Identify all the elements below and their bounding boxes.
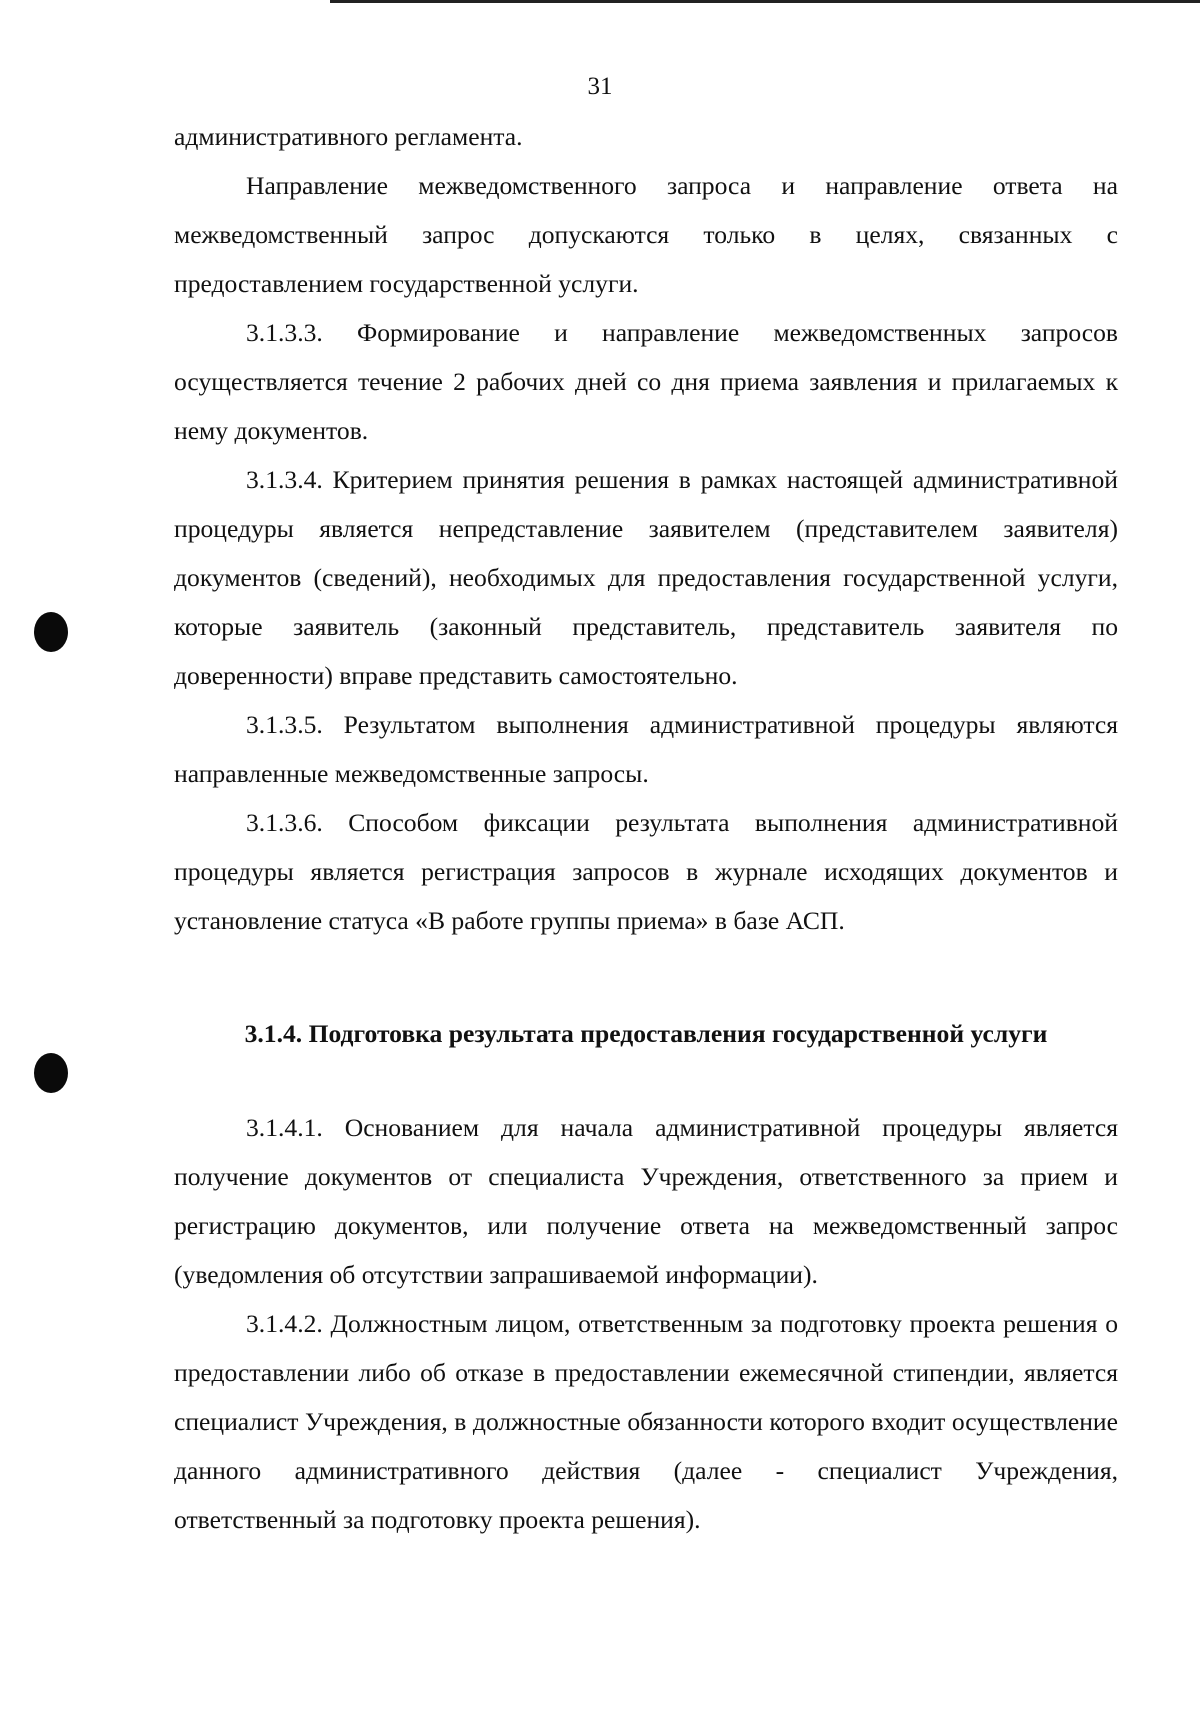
paragraph-interagency-request: Направление межведомственного запроса и направление ответа на межведомственный запрос допускаются только в целях, связанных с предоставлением государственной услуги.: [174, 171, 1118, 298]
paragraph-3-1-3-3: 3.1.3.3. Формирование и направление межведомственных запросов осуществляется течение 2 рабочих дней со дня приема заявления и прилагаемых к нему документов.: [174, 318, 1118, 445]
paragraph-3-1-4-1: 3.1.4.1. Основанием для начала административной процедуры является получение документов от специалиста Учреждения, ответственного за прием и регистрацию документов, или получение ответа на межведомственный запрос (уведомления об отсутствии запрашиваемой информации).: [174, 1113, 1118, 1289]
paragraph-3-1-3-5: 3.1.3.5. Результатом выполнения административной процедуры являются направленные межведомственные запросы.: [174, 710, 1118, 788]
punch-hole-lower: [34, 1053, 68, 1093]
paragraph-3-1-3-4: 3.1.3.4. Критерием принятия решения в рамках настоящей административной процедуры является непредставление заявителем (представителем заявителя) документов (сведений), необходимых для предоставления государственной услуги, которые заявитель (законный представитель, представитель заявителя по доверенности) вправе представить самостоятельно.: [174, 465, 1118, 690]
paragraph-3-1-3-6: 3.1.3.6. Способом фиксации результата выполнения административной процедуры является регистрация запросов в журнале исходящих документов и установление статуса «В работе группы приема» в базе АСП.: [174, 808, 1118, 935]
scan-top-edge: [330, 0, 1200, 3]
section-heading: 3.1.4. Подготовка результата предоставления государственной услуги: [244, 1019, 1048, 1048]
paragraph-continuation: административного регламента.: [174, 122, 523, 151]
paragraph-3-1-4-2: 3.1.4.2. Должностным лицом, ответственным за подготовку проекта решения о предоставлении либо об отказе в предоставлении ежемесячной стипендии, является специалист Учреждения, в должностные обязанности которого входит осуществление данного административного действия (далее - специалист Учреждения, ответственный за подготовку проекта решения).: [174, 1309, 1118, 1534]
document-body: [174, 112, 1118, 1544]
page-number: 31: [587, 73, 613, 100]
punch-hole-upper: [34, 612, 68, 652]
